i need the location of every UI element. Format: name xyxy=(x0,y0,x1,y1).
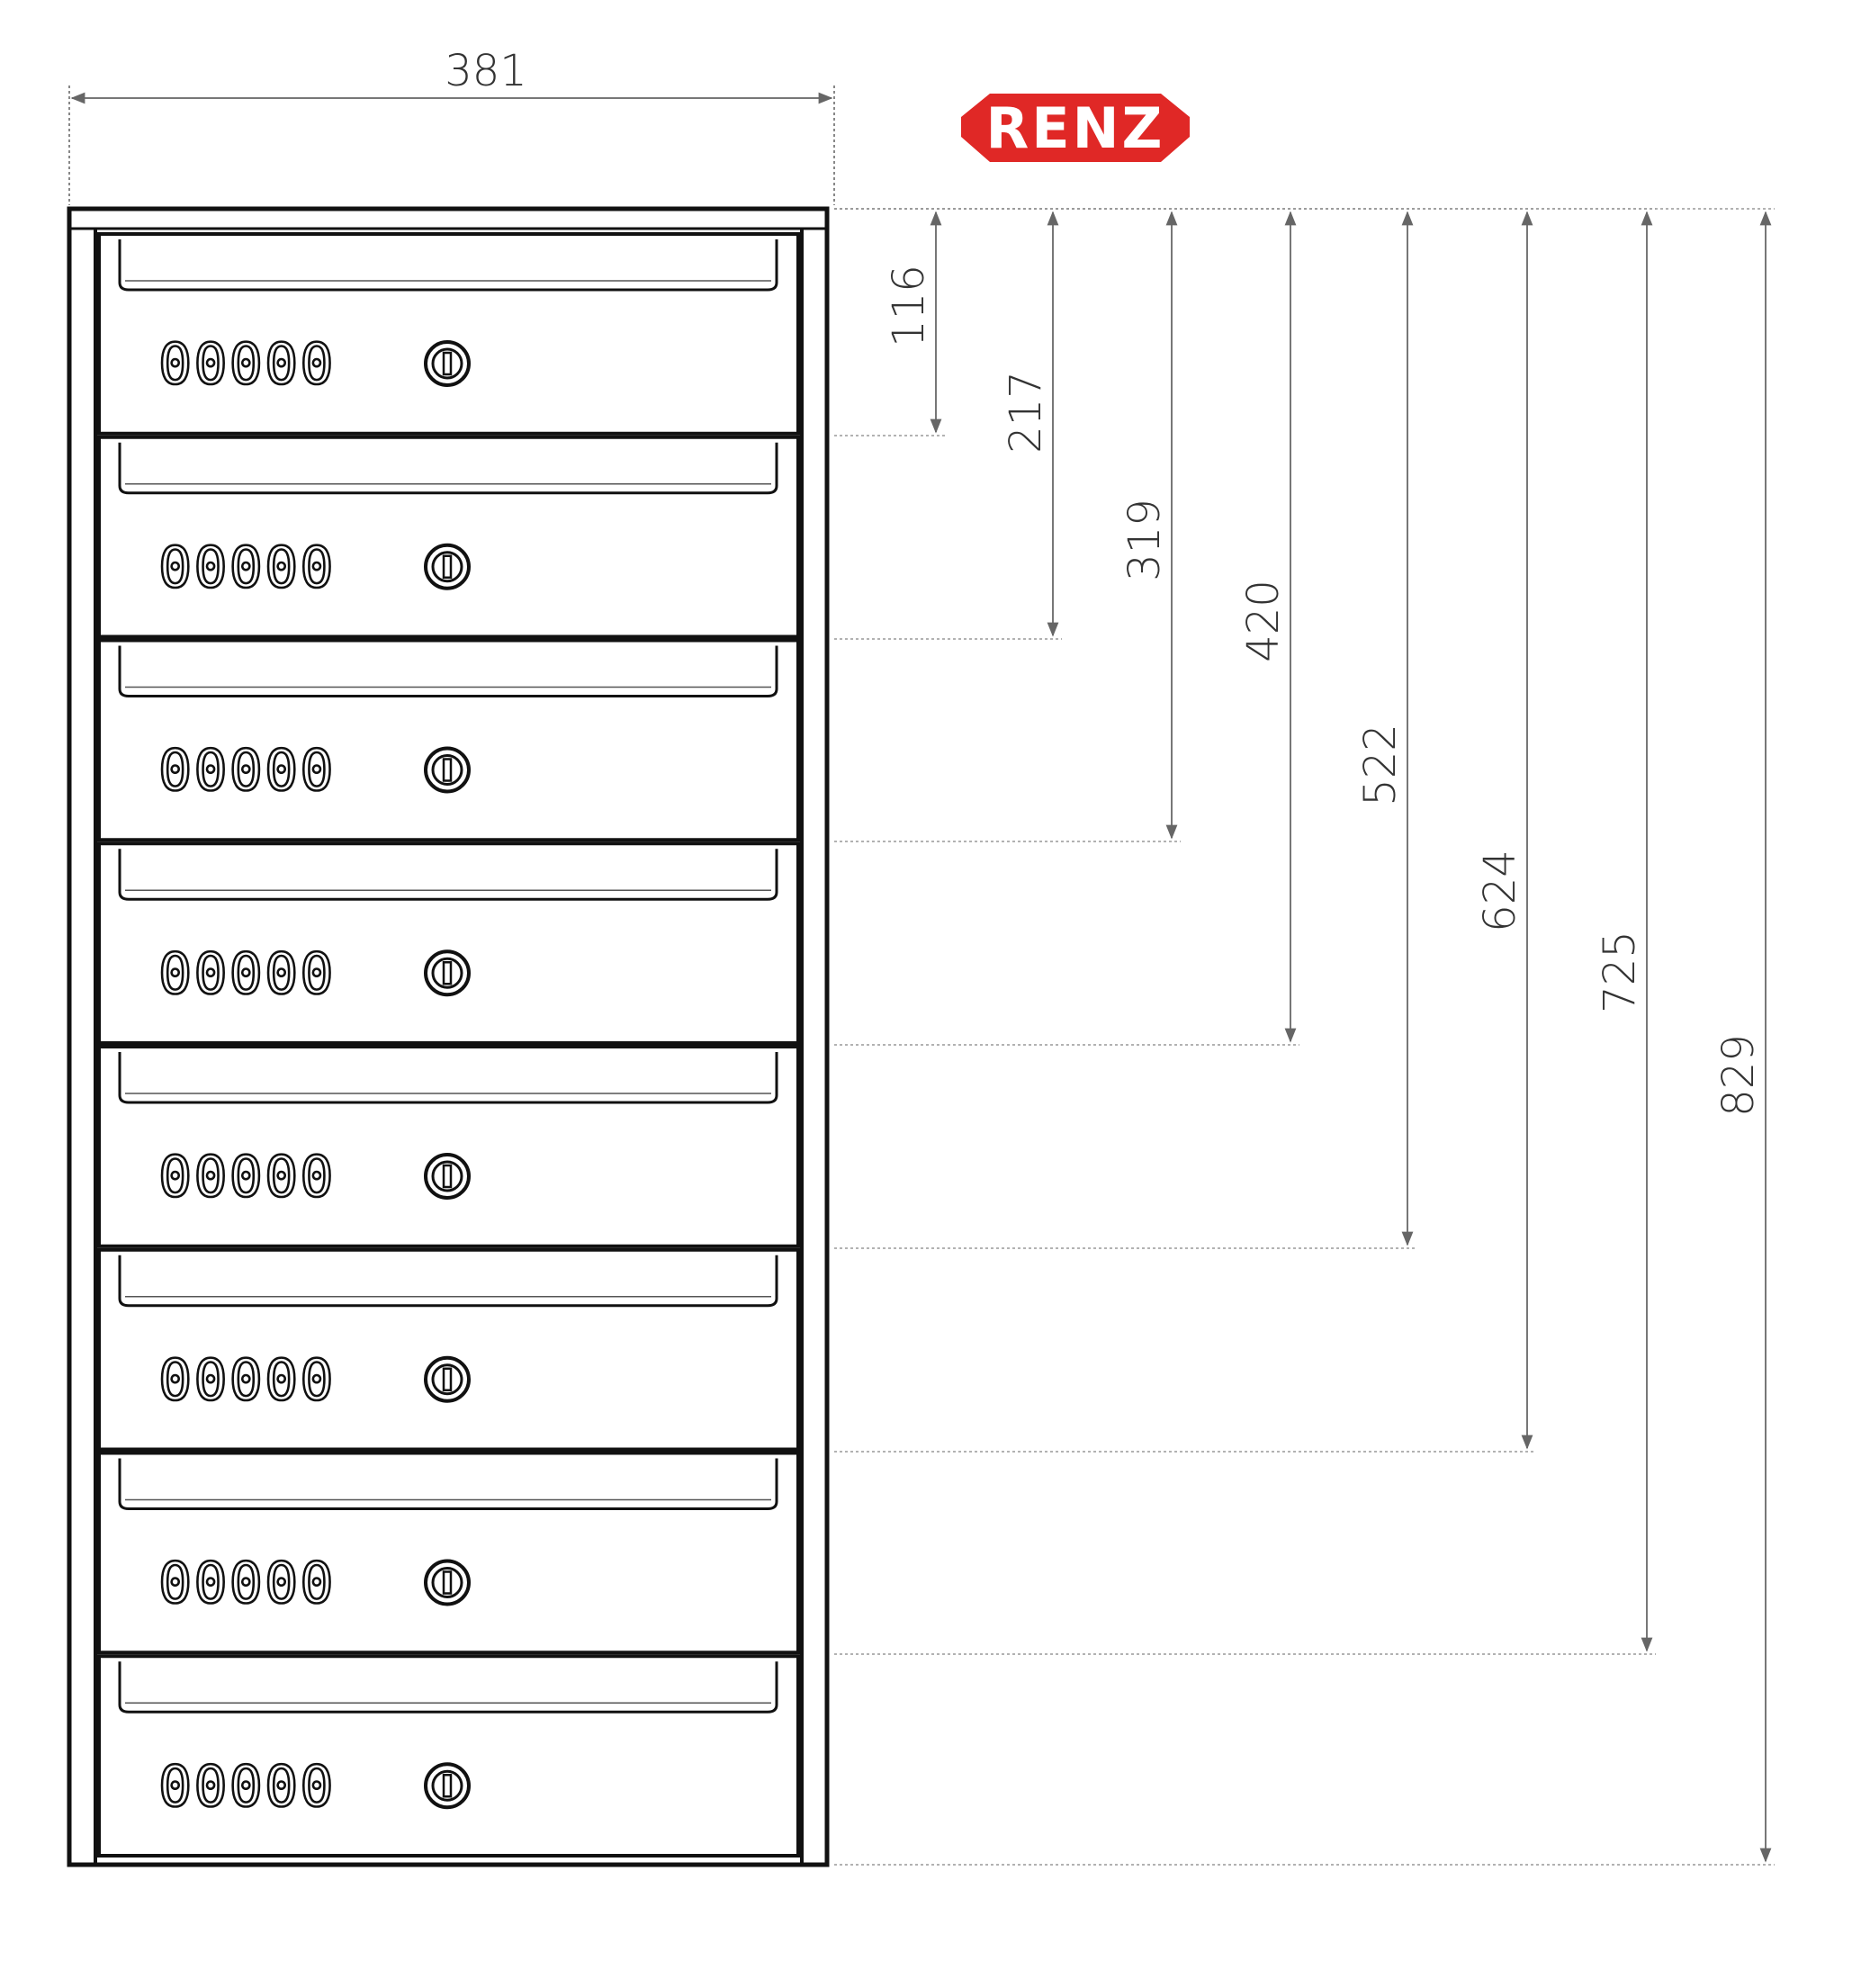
door-number: 00000 xyxy=(158,1550,336,1616)
mailbox-door[interactable] xyxy=(99,437,798,637)
door-number: 00000 xyxy=(158,534,336,600)
door-number: 00000 xyxy=(158,1753,336,1820)
door-number: 00000 xyxy=(158,1144,336,1210)
width-dimension xyxy=(69,46,834,205)
height-dimensions xyxy=(834,209,1775,1865)
mailbox-door[interactable] xyxy=(99,1656,798,1856)
mailbox-door[interactable] xyxy=(99,234,798,434)
mailbox-door[interactable] xyxy=(99,1453,798,1653)
door-number: 00000 xyxy=(158,940,336,1007)
height-dimension xyxy=(834,209,1656,1654)
dimension-label: 829 xyxy=(1713,1034,1764,1117)
height-dimension xyxy=(834,209,1062,639)
mailbox-door[interactable] xyxy=(99,843,798,1043)
logo-text: RENZ xyxy=(985,95,1165,161)
dimension-label: 420 xyxy=(1238,580,1289,662)
height-dimension xyxy=(834,209,945,436)
renz-logo xyxy=(961,94,1190,162)
dimension-label: 319 xyxy=(1119,499,1170,581)
mailbox-door[interactable] xyxy=(99,1047,798,1246)
dimension-label: 217 xyxy=(1001,371,1051,454)
mailbox-door[interactable] xyxy=(99,1250,798,1450)
dimension-label: 624 xyxy=(1475,850,1525,932)
height-dimension xyxy=(834,209,1775,1865)
door-number: 00000 xyxy=(158,331,336,397)
door-number: 00000 xyxy=(158,737,336,804)
mailbox-door[interactable] xyxy=(99,641,798,841)
door-number: 00000 xyxy=(158,1346,336,1413)
dimension-label: 725 xyxy=(1595,931,1645,1013)
height-dimension xyxy=(834,209,1536,1452)
dimension-label: 116 xyxy=(884,265,934,347)
mailbox-cabinet xyxy=(69,209,827,1865)
dimension-label: 522 xyxy=(1355,724,1406,806)
height-dimension xyxy=(834,209,1416,1248)
width-dimension-label: 381 xyxy=(445,46,527,96)
